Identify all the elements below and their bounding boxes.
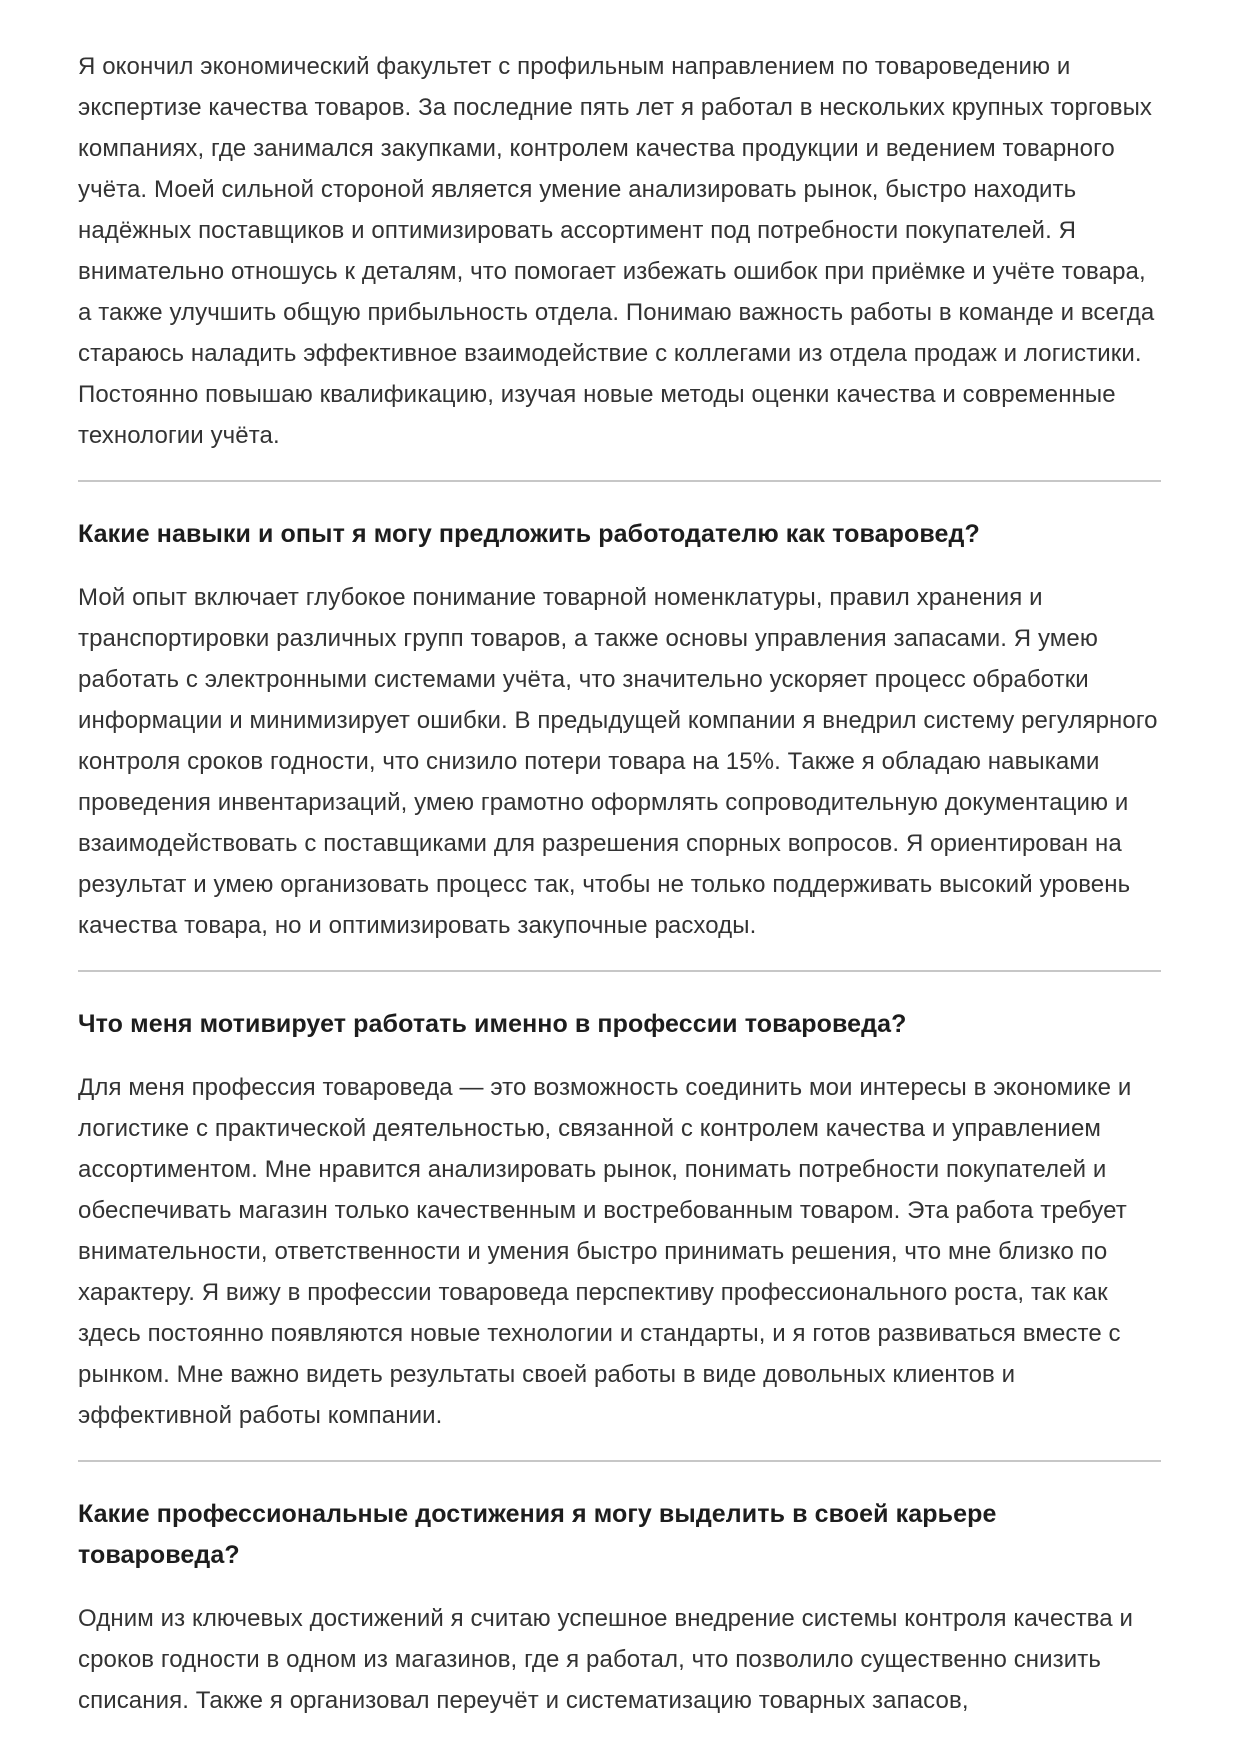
section-divider xyxy=(78,1460,1161,1462)
section-paragraph-achievements: Одним из ключевых достижений я считаю успешное внедрение системы контроля качества и сроков годности в одном из магазинов, где я работал, что позволило существенно снизить списания. Также я организовал переучёт и систематизацию товарных запасов, xyxy=(78,1605,1133,1714)
section-heading-skills: Какие навыки и опыт я могу предложить работодателю как товаровед? xyxy=(78,520,980,548)
section-motivation xyxy=(78,970,1161,1436)
intro-paragraph: Я окончил экономический факультет с профильным направлением по товароведению и экспертизе качества товаров. За последние пять лет я работал в нескольких крупных торговых компаниях, где занимался закупками, контролем качества продукции и ведением товарного учёта. Моей сильной стороной является умение анализировать рынок, быстро находить надёжных поставщиков и оптимизировать ассортимент под потребности покупателей. Я внимательно отношусь к деталям, что помогает избежать ошибок при приёмке и учёте товара, а также улучшить общую прибыльность отдела. Понимаю важность работы в команде и всегда стараюсь наладить эффективное взаимодействие с коллегами из отдела продаж и логистики. Постоянно повышаю квалификацию, изучая новые методы оценки качества и современные технологии учёта. xyxy=(78,53,1155,449)
section-divider xyxy=(78,970,1161,972)
section-skills xyxy=(78,480,1161,946)
section-heading-achievements: Какие профессиональные достижения я могу выделить в своей карьере товароведа? xyxy=(78,1500,997,1569)
section-paragraph-skills: Мой опыт включает глубокое понимание товарной номенклатуры, правил хранения и транспортировки различных групп товаров, а также основы управления запасами. Я умею работать с электронными системами учёта, что значительно ускоряет процесс обработки информации и минимизирует ошибки. В предыдущей компании я внедрил систему регулярного контроля сроков годности, что снизило потери товара на 15%. Также я обладаю навыками проведения инвентаризаций, умею грамотно оформлять сопроводительную документацию и взаимодействовать с поставщиками для разрешения спорных вопросов. Я ориентирован на результат и умею организовать процесс так, чтобы не только поддерживать высокий уровень качества товара, но и оптимизировать закупочные расходы. xyxy=(78,584,1158,939)
section-divider xyxy=(78,480,1161,482)
section-achievements xyxy=(78,1460,1161,1721)
section-heading-motivation: Что меня мотивирует работать именно в профессии товароведа? xyxy=(78,1010,907,1038)
section-paragraph-motivation: Для меня профессия товароведа — это возможность соединить мои интересы в экономике и логистике с практической деятельностью, связанной с контролем качества и управлением ассортиментом. Мне нравится анализировать рынок, понимать потребности покупателей и обеспечивать магазин только качественным и востребованным товаром. Эта работа требует внимательности, ответственности и умения быстро принимать решения, что мне близко по характеру. Я вижу в профессии товароведа перспективу профессионального роста, так как здесь постоянно появляются новые технологии и стандарты, и я готов развиваться вместе с рынком. Мне важно видеть результаты своей работы в виде довольных клиентов и эффективной работы компании. xyxy=(78,1074,1132,1429)
